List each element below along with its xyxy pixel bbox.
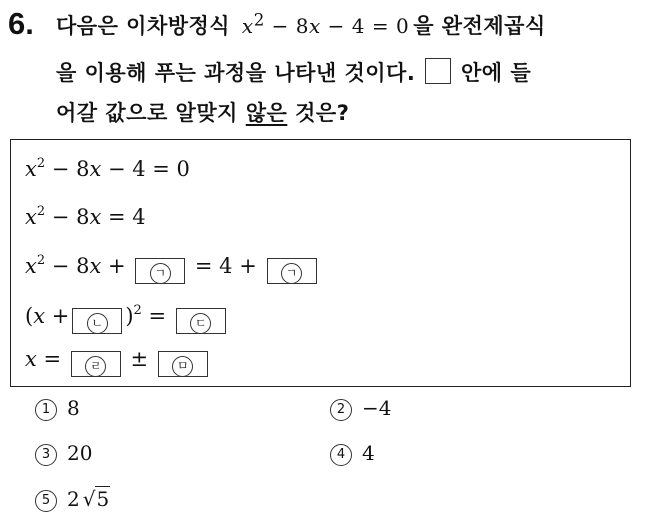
circled-label: ㄷ [190, 313, 211, 334]
underlined-word: 않은 [245, 101, 288, 125]
question-text-3b: 것은? [295, 101, 350, 125]
circled-label: ㄱ [281, 263, 302, 284]
option-number: 4 [330, 444, 352, 466]
circled-label: ㄴ [87, 313, 108, 334]
step-5: x = ㄹ ± ㅁ [25, 345, 211, 377]
option-value: 20 [67, 441, 93, 465]
option-3[interactable] [35, 441, 92, 466]
option-value: −4 [362, 396, 392, 420]
question-line-1 [56, 10, 546, 40]
option-1[interactable] [35, 396, 80, 421]
question-text-3a: 어갈 값으로 알맞지 [56, 101, 238, 125]
question-line-2 [56, 57, 531, 87]
blank-label-c [176, 308, 226, 334]
blank-label-e [158, 351, 208, 377]
step-1: $x^2 - 8x - 4 = 0$ [25, 156, 190, 181]
question-text-2b: 안에 들 [460, 61, 532, 85]
question-line-3 [56, 97, 349, 127]
step-3: $x^2 - 8x$ + ㄱ = 4 + ㄱ [25, 247, 320, 284]
option-4[interactable] [330, 441, 375, 466]
question-number: 6. [8, 6, 34, 41]
option-number: 1 [35, 399, 57, 421]
question-equation: $x^2 - 8x - 4 = 0$ [241, 10, 410, 38]
question-text-1b: 을 완전제곱식 [413, 14, 546, 38]
blank-box [425, 58, 451, 84]
option-value: 4 [362, 441, 375, 465]
option-2[interactable] [330, 396, 391, 421]
solution-box [10, 139, 631, 387]
circled-label: ㄹ [85, 356, 106, 377]
option-value: 8 [67, 396, 80, 420]
option-5[interactable]: 5 2 √5 [35, 487, 110, 512]
blank-label-a [135, 258, 185, 284]
blank-label-b [72, 308, 122, 334]
step-4: (x + ㄴ )$^2$ = ㄷ [25, 297, 229, 334]
blank-label-a-2 [267, 258, 317, 284]
question-text-2a: 을 이용해 푸는 과정을 나타낸 것이다. [56, 61, 416, 85]
option-coef: 2 [67, 487, 80, 511]
option-radicand: 5 [96, 487, 110, 511]
option-number: 2 [330, 399, 352, 421]
question-text-1a: 다음은 이차방정식 [56, 14, 231, 38]
circled-label: ㄱ [150, 263, 171, 284]
option-number: 3 [35, 444, 57, 466]
step-2: $x^2 - 8x = 4$ [25, 204, 146, 229]
blank-label-d [71, 351, 121, 377]
option-number: 5 [35, 490, 57, 512]
circled-label: ㅁ [172, 356, 193, 377]
